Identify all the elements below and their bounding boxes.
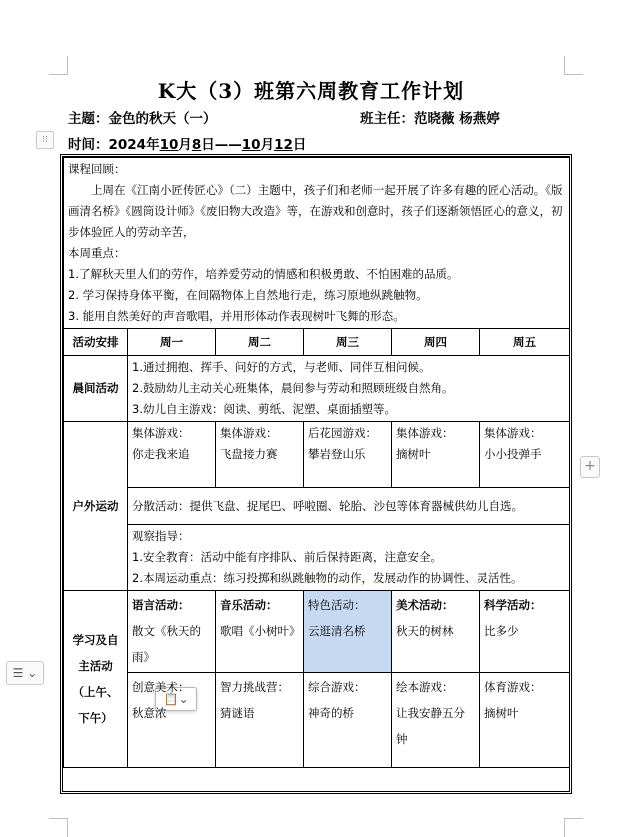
review-row	[64, 158, 570, 329]
document-title: K大（3）班第六周教育工作计划	[157, 79, 465, 103]
game-type: 后花园游戏：	[308, 426, 377, 440]
crop-mark-top-right	[564, 56, 583, 75]
study-title: 创意美术：	[132, 680, 190, 694]
review-heading: 课程回顾：	[68, 162, 126, 176]
time-start-day: 8	[191, 137, 202, 153]
focus-item: 2. 学习保持身体平衡，在间隔物体上自然地行走，练习原地纵跳触物。	[68, 288, 428, 302]
game-type: 集体游戏：	[484, 426, 542, 440]
study-label[interactable]	[64, 591, 128, 768]
game-name: 摘树叶	[396, 447, 431, 461]
study-title: 综合游戏：	[308, 680, 366, 694]
time-separator: ——	[214, 137, 242, 153]
study-label-line: 下午）	[78, 711, 113, 725]
study-cell[interactable]	[304, 673, 392, 768]
morning-item: 1.通过拥抱、挥手、问好的方式，与老师、同伴互相问候。	[132, 360, 431, 374]
study-cell-selected[interactable]	[304, 591, 392, 673]
game-name: 你走我来追	[132, 447, 190, 461]
study-body: 摘树叶	[484, 706, 519, 720]
study-title: 智力挑战营：	[220, 680, 289, 694]
paragraph-style-icon[interactable]: ☰ ⌄	[6, 661, 44, 685]
time-year: 2024年	[108, 137, 160, 153]
review-body: 上周在《江南小匠传匠心》（二）主题中，孩子们和老师一起开展了许多有趣的匠心活动。《版画清名桥》《圆筒设计师》《废旧物大改造》等，在游戏和创意时，孩子们逐渐领悟匠心的意义，初步体验匠人的劳动辛苦，	[68, 183, 563, 239]
morning-label[interactable]: 晨间活动	[64, 356, 128, 422]
study-body: 神奇的桥	[308, 706, 354, 720]
study-title: 体育游戏：	[484, 680, 542, 694]
study-title: 特色活动：	[308, 598, 366, 612]
outdoor-game-cell[interactable]	[128, 422, 216, 488]
study-label-line: 主活动	[78, 659, 113, 673]
scatter-cell[interactable]: 分散活动：提供飞盘、捉尾巴、呼啦圈、轮胎、沙包等体育器械供幼儿自选。	[128, 488, 570, 525]
plus-icon[interactable]: +	[580, 456, 600, 478]
study-title: 语言活动：	[132, 598, 190, 612]
focus-item: 1.了解秋天里人们的劳作，培养爱劳动的情感和积极勇敢、不怕困难的品质。	[68, 267, 459, 281]
crop-mark-top-left	[49, 56, 68, 75]
outdoor-game-cell[interactable]	[304, 422, 392, 488]
time-day-char-2: 日	[292, 137, 307, 153]
study-label-line: （上午、	[72, 685, 119, 699]
study-row-1	[64, 591, 570, 673]
study-title: 科学活动：	[484, 598, 542, 612]
time-month-char-2: 月	[260, 137, 275, 153]
outdoor-games-row	[64, 422, 570, 488]
day-monday[interactable]: 周一	[128, 329, 216, 356]
study-cell[interactable]	[392, 673, 480, 768]
game-type: 集体游戏：	[132, 426, 190, 440]
day-thursday[interactable]: 周四	[392, 329, 480, 356]
game-type: 集体游戏：	[220, 426, 278, 440]
study-row-2	[64, 673, 570, 768]
game-name: 攀岩登山乐	[308, 447, 366, 461]
focus-item: 3. 能用自然美好的声音歌唱，并用形体动作表现树叶飞舞的形态。	[68, 309, 405, 323]
morning-row	[64, 356, 570, 422]
study-body: 比多少	[484, 624, 519, 638]
review-cell[interactable]	[64, 158, 570, 329]
time-end-month: 10	[241, 137, 261, 153]
study-body: 猜谜语	[220, 706, 255, 720]
crop-mark-bottom-left	[49, 818, 68, 837]
teacher-label: 班主任：	[360, 111, 414, 127]
outdoor-game-cell[interactable]	[392, 422, 480, 488]
time-start-month: 10	[159, 137, 179, 153]
study-cell[interactable]	[480, 673, 570, 768]
focus-heading: 本周重点：	[68, 246, 126, 260]
outdoor-label[interactable]: 户外运动	[64, 422, 128, 591]
time-line	[68, 133, 306, 153]
teacher-line	[360, 107, 500, 127]
outdoor-game-cell[interactable]	[480, 422, 570, 488]
study-body: 歌唱《小树叶》	[220, 624, 301, 638]
study-cell[interactable]	[128, 591, 216, 673]
study-body: 让我安静五分钟	[396, 706, 465, 746]
move-handle-icon[interactable]: ⁝⁝	[36, 131, 54, 149]
crop-mark-bottom-right	[564, 818, 583, 837]
plan-table	[60, 154, 572, 794]
game-name: 飞盘接力赛	[220, 447, 278, 461]
header-row	[64, 329, 570, 356]
time-day-char: 日	[201, 137, 215, 153]
game-type: 集体游戏：	[396, 426, 454, 440]
time-label: 时间：	[68, 137, 109, 153]
theme-line	[68, 107, 217, 127]
study-body: 散文《秋天的雨》	[132, 624, 201, 664]
study-title: 绘本游戏：	[396, 680, 454, 694]
outdoor-guide-row	[64, 525, 570, 591]
activity-label[interactable]: 活动安排	[64, 329, 128, 356]
day-friday[interactable]: 周五	[480, 329, 570, 356]
time-end-day: 12	[274, 137, 293, 153]
outdoor-game-cell[interactable]	[216, 422, 304, 488]
theme-label: 主题：	[68, 111, 109, 127]
game-name: 小小投弹手	[484, 447, 542, 461]
morning-item: 2.鼓励幼儿主动关心班集体，晨间参与劳动和照顾班级自然角。	[132, 381, 454, 395]
outdoor-scatter-row	[64, 488, 570, 525]
study-cell[interactable]	[216, 673, 304, 768]
guide-cell[interactable]	[128, 525, 570, 591]
study-title: 音乐活动：	[220, 598, 278, 612]
study-cell[interactable]	[392, 591, 480, 673]
guide-item: 2.本周运动重点：练习投掷和纵跳触物的动作，发展动作的协调性、灵活性。	[132, 571, 523, 585]
study-cell[interactable]	[128, 673, 216, 768]
time-month-char: 月	[178, 137, 192, 153]
day-tuesday[interactable]: 周二	[216, 329, 304, 356]
study-cell[interactable]	[480, 591, 570, 673]
day-wednesday[interactable]: 周三	[304, 329, 392, 356]
study-body: 云逛清名桥	[308, 624, 366, 638]
study-body: 秋意浓	[132, 706, 167, 720]
guide-item: 1.安全教育：活动中能有序排队、前后保持距离，注意安全。	[132, 550, 442, 564]
theme-value: 金色的秋天（一）	[108, 111, 217, 127]
morning-cell[interactable]	[128, 356, 570, 422]
study-title: 美术活动：	[396, 598, 454, 612]
paste-options-icon[interactable]: 📋⌄	[155, 687, 197, 711]
teacher-names: 范晓薇 杨燕婷	[414, 111, 500, 127]
morning-item: 3.幼儿自主游戏：阅读、剪纸、泥塑、桌面插塑等。	[132, 402, 396, 416]
study-label-line: 学习及自	[72, 633, 119, 647]
study-body: 秋天的树林	[396, 624, 454, 638]
study-cell[interactable]	[216, 591, 304, 673]
guide-heading: 观察指导：	[132, 529, 190, 543]
